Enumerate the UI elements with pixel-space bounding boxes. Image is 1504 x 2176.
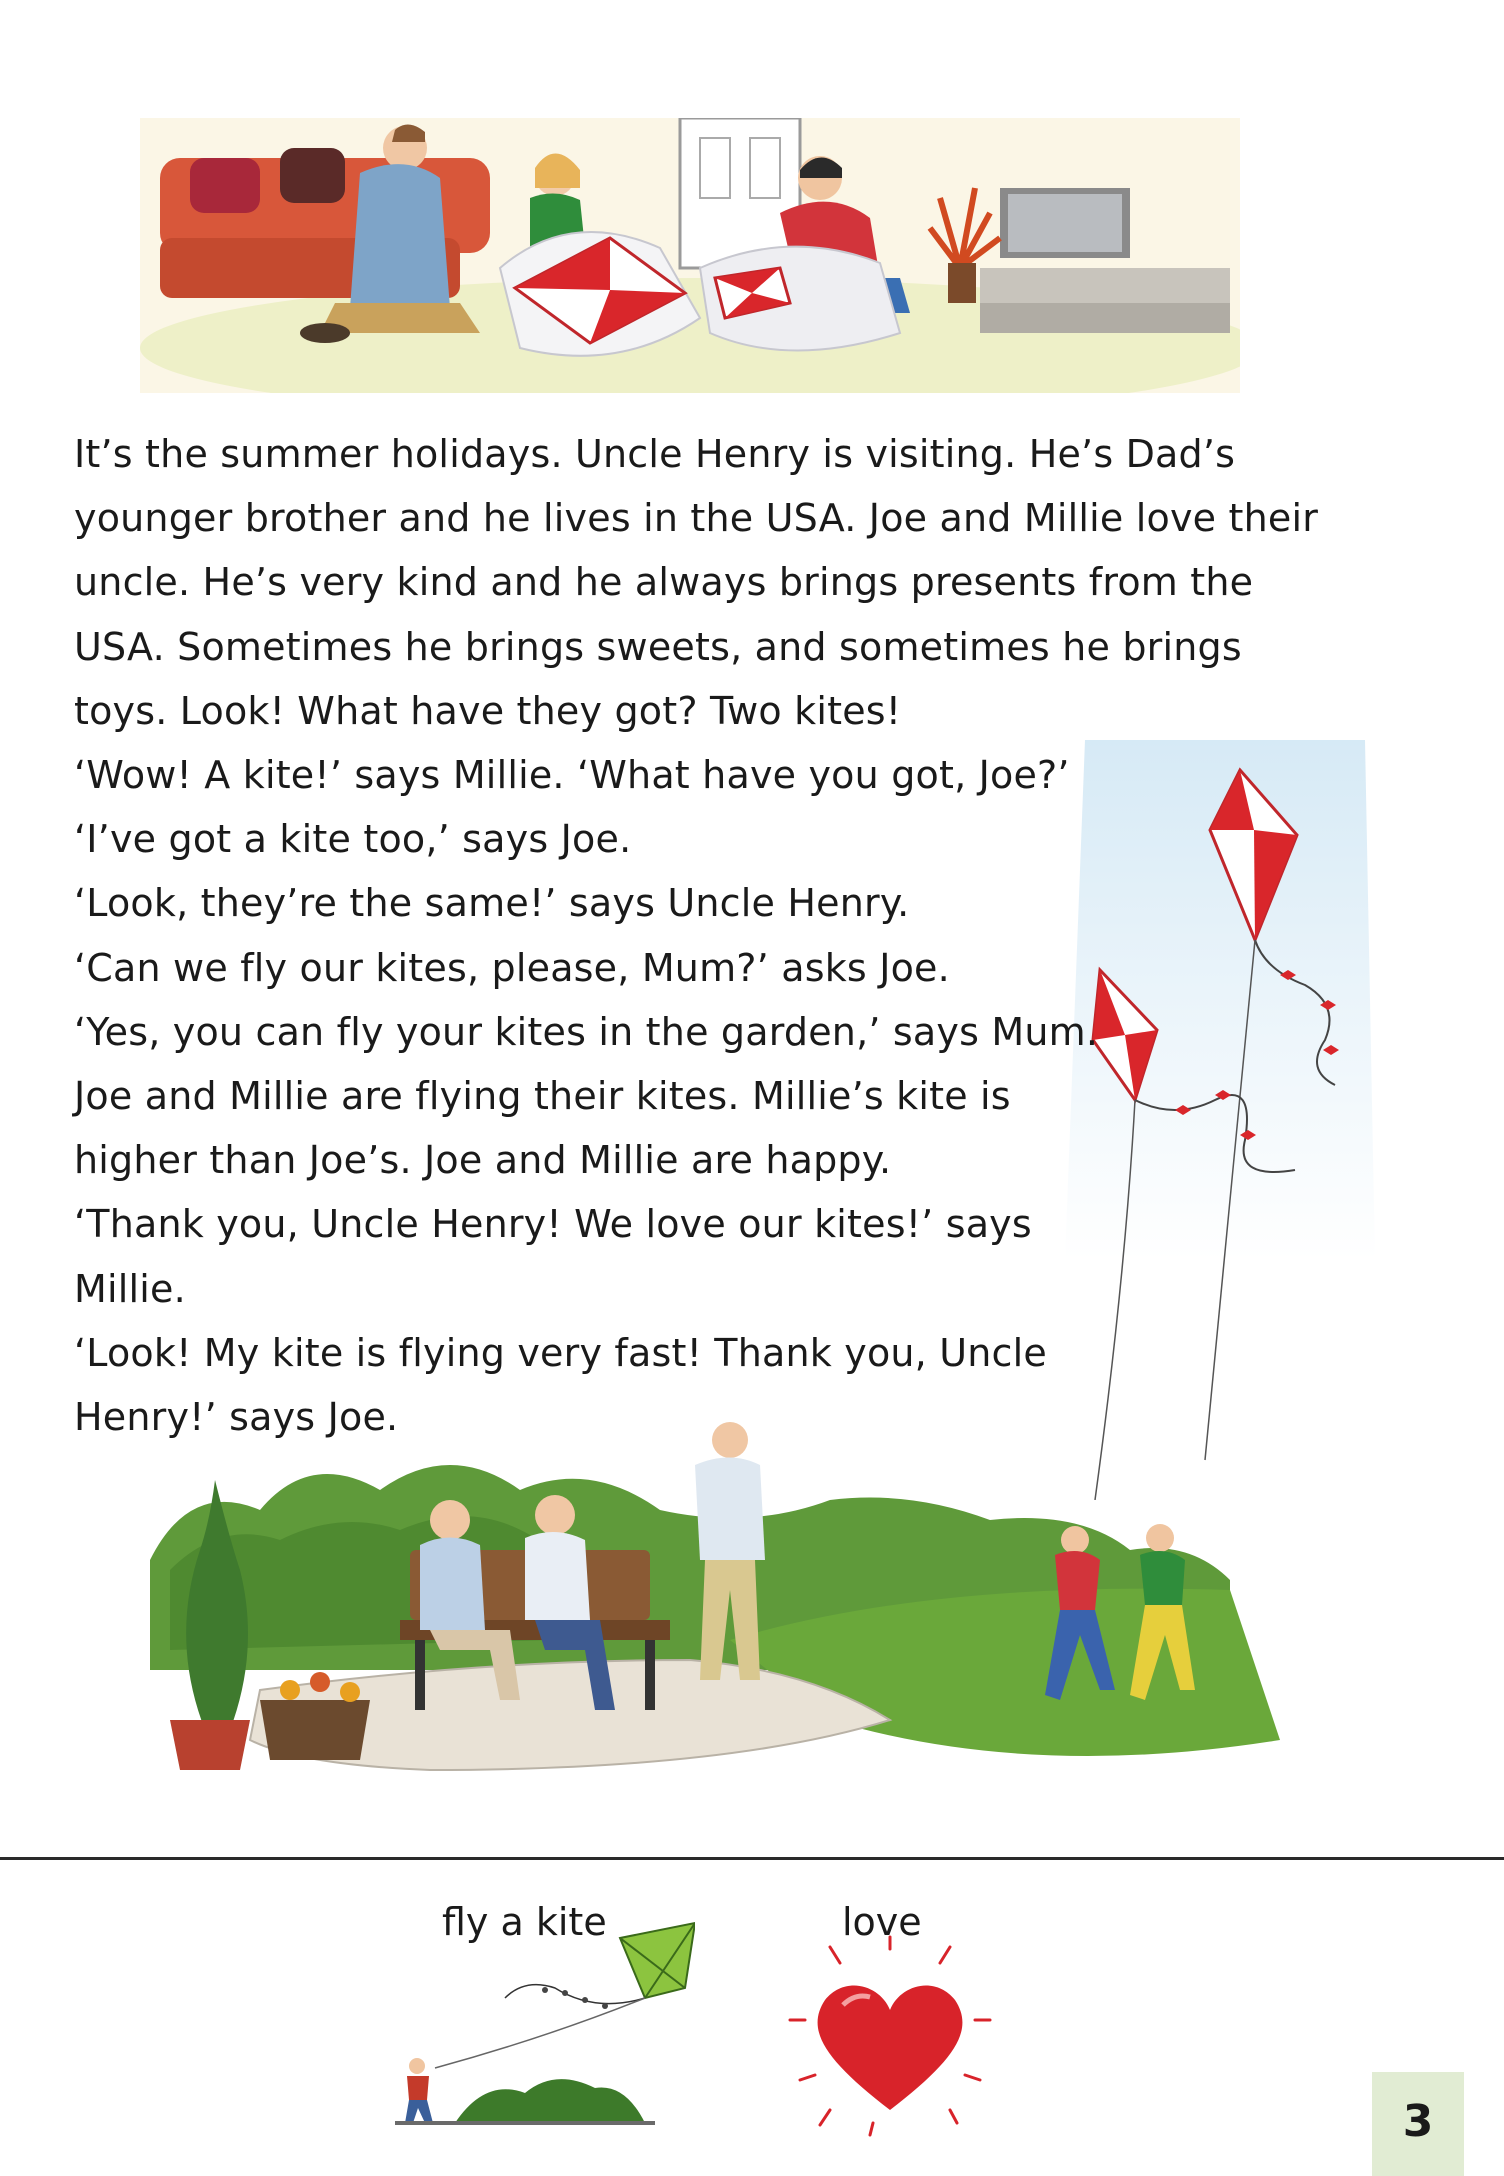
story-line: ‘Can we fly our kites, please, Mum?’ asks Joe. [74,945,950,990]
story-line: ‘Wow! A kite!’ says Millie. ‘What have you got, Joe?’ [74,753,1070,798]
story-line: It’s the summer holidays. Uncle Henry is visiting. He’s Dad’s [74,432,1236,476]
story-line: Millie. [74,1266,186,1311]
story-line: Henry!’ says Joe. [74,1395,399,1440]
park-illustration [130,1420,1360,1790]
story-line: USA. Sometimes he brings sweets, and sometimes he brings [74,624,1242,669]
story-line: ‘Yes, you can fly your kites in the garden,’ says Mum. [74,1009,1099,1054]
story-line: Joe and Millie are flying their kites. Millie’s kite is [74,1074,1011,1119]
story-line: uncle. He’s very kind and he always brings presents from the [74,560,1254,605]
door [680,118,800,268]
section-divider [0,1857,1504,1860]
story-line: ‘Thank you, Uncle Henry! We love our kites!’ says [74,1202,1032,1247]
small-child-figure [405,2058,433,2123]
heart-icon [818,1986,963,2110]
flower-planter [260,1672,370,1760]
glossary-label-fly-a-kite: fly a kite [442,1900,607,1944]
story-line: ‘Look, they’re the same!’ says Uncle Henry. [74,881,910,926]
living-room-illustration [140,118,1240,393]
glossary-label-love: love [842,1900,922,1944]
page-number-box [1372,2072,1464,2176]
story-line: younger brother and he lives in the USA. Joe and Millie love their [74,496,1319,541]
love-illustration [785,1935,995,2140]
story-line: toys. Look! What have they got? Two kites! [74,688,902,733]
fly-a-kite-illustration [395,1918,695,2128]
kite-in-box [700,247,900,351]
green-kite [620,1923,695,1998]
page-number: 3 [1402,2096,1434,2147]
story-line: ‘I’ve got a kite too,’ says Joe. [74,817,632,862]
story-line: higher than Joe’s. Joe and Millie are happy. [74,1138,892,1183]
story-line: ‘Look! My kite is flying very fast! Thank you, Uncle [74,1330,1047,1375]
story-text [74,422,1374,1449]
